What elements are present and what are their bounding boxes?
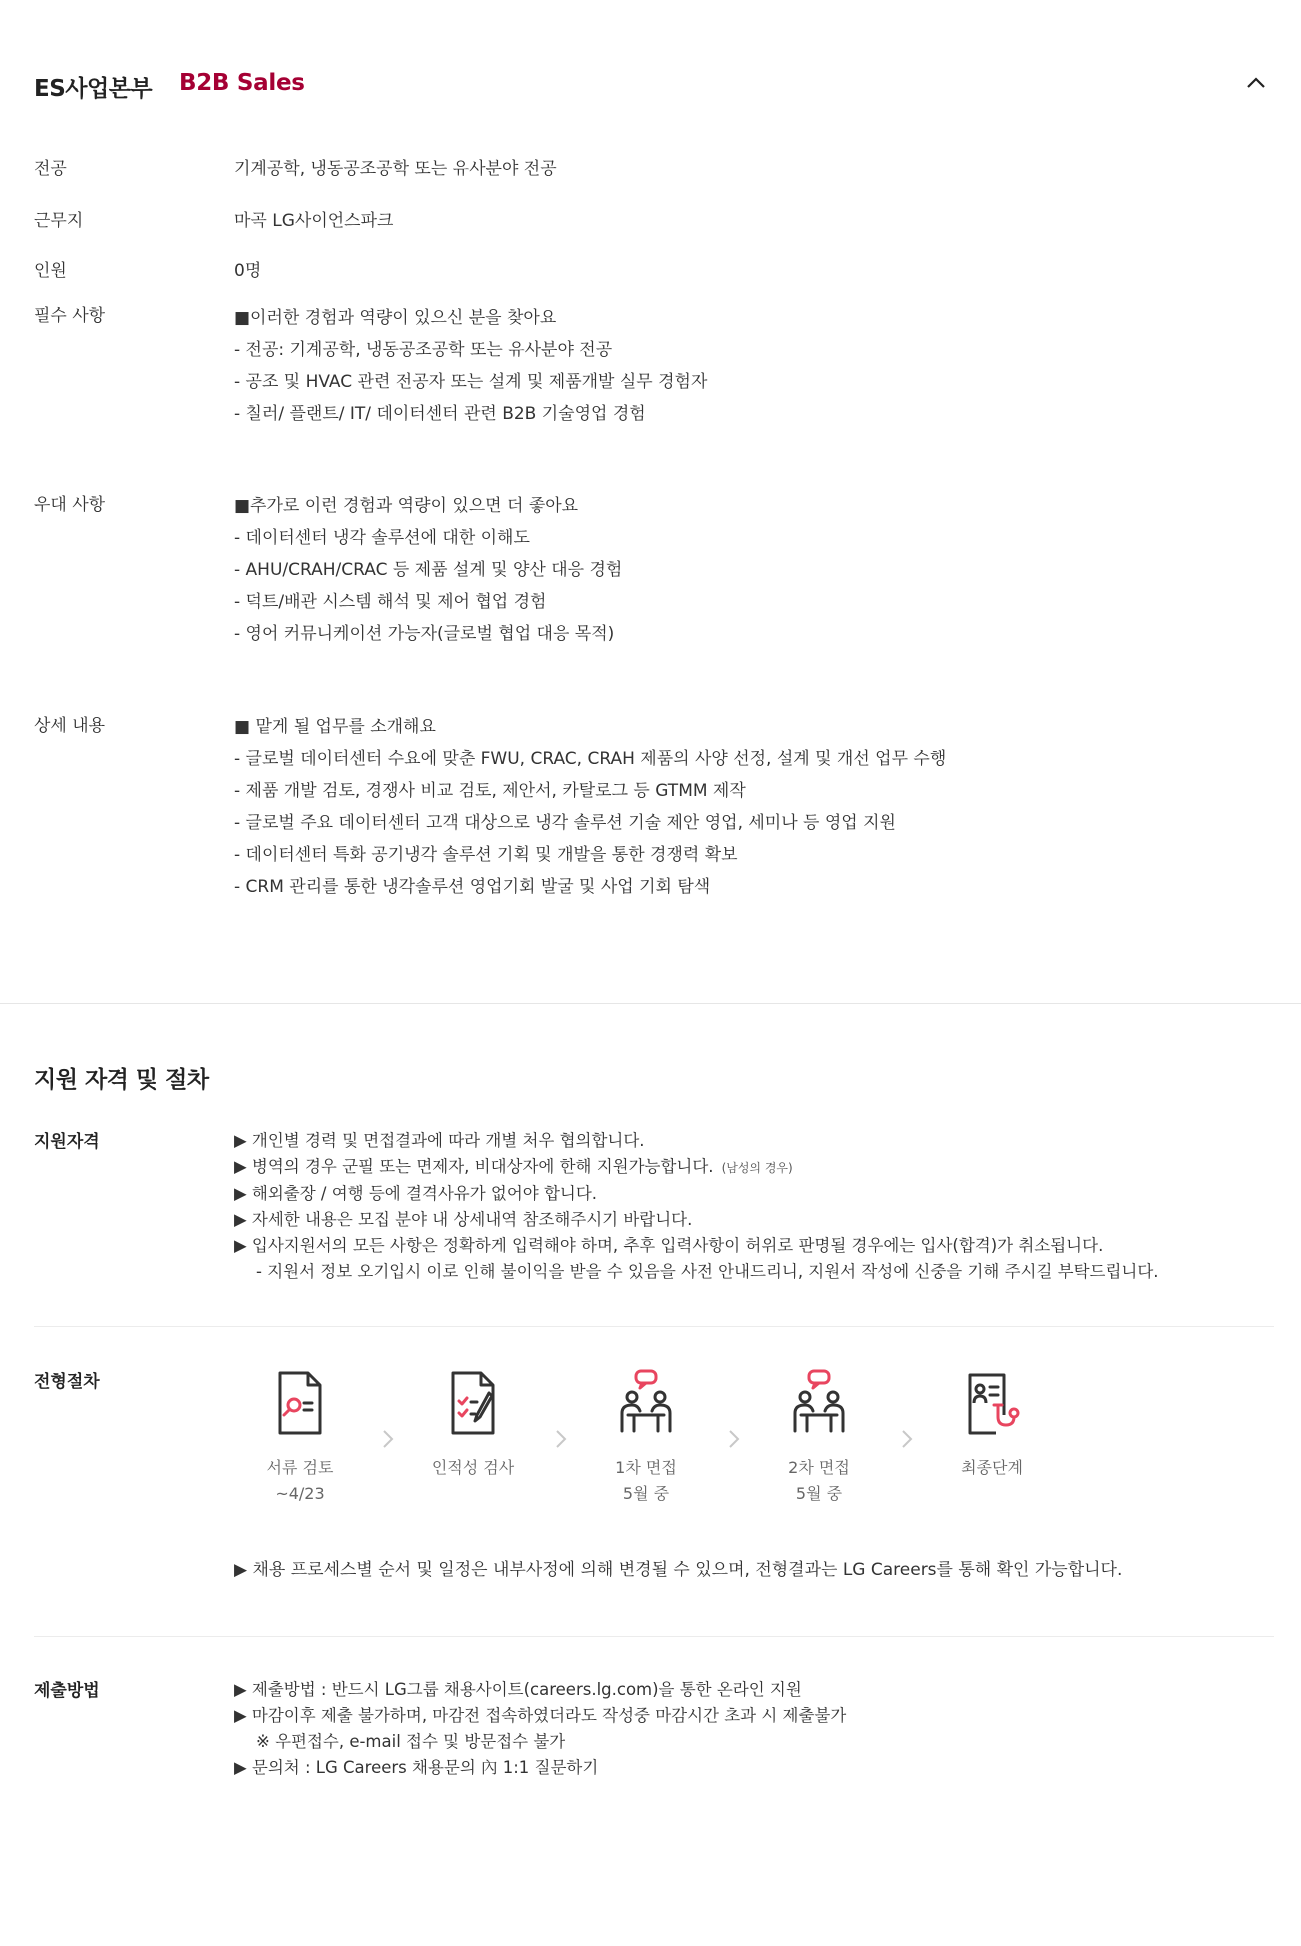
step-date: 5월 중 bbox=[622, 1484, 670, 1503]
location-value: 마곡 LG사이언스파크 bbox=[234, 211, 394, 231]
process-step bbox=[240, 1369, 360, 1507]
major-value: 기계공학, 냉동공조공학 또는 유사분야 전공 bbox=[234, 159, 557, 179]
list-item: ■추가로 이런 경험과 역량이 있으면 더 좋아요 bbox=[234, 496, 579, 516]
list-item: ▶ 개인별 경력 및 면접결과에 따라 개별 처우 협의합니다. bbox=[234, 1131, 645, 1150]
detail-list bbox=[234, 711, 946, 903]
submit-label: 제출방법 bbox=[34, 1681, 100, 1701]
list-item: - 데이터센터 특화 공기냉각 솔루션 기획 및 개발을 통한 경쟁력 확보 bbox=[234, 845, 738, 865]
step-name: 2차 면접 bbox=[788, 1458, 850, 1477]
headcount-label: 인원 bbox=[34, 261, 67, 281]
section-divider bbox=[0, 1003, 1301, 1004]
step-name: 최종단계 bbox=[961, 1458, 1023, 1477]
process-step bbox=[413, 1369, 533, 1481]
list-item: - 글로벌 주요 데이터센터 고객 대상으로 냉각 솔루션 기술 제안 영업, 세미나 등 영업 지원 bbox=[234, 813, 896, 833]
process-steps bbox=[240, 1369, 1040, 1509]
step-name: 인적성 검사 bbox=[431, 1458, 515, 1477]
row-divider bbox=[34, 1636, 1274, 1637]
list-item: - 칠러/ 플랜트/ IT/ 데이터센터 관련 B2B 기술영업 경험 bbox=[234, 404, 646, 424]
list-item: - 제품 개발 검토, 경쟁사 비교 검토, 제안서, 카탈로그 등 GTMM 제작 bbox=[234, 781, 746, 801]
collapse-button[interactable] bbox=[1238, 66, 1274, 102]
medical-checkup-icon bbox=[960, 1369, 1024, 1439]
major-label: 전공 bbox=[34, 159, 67, 179]
list-item: - 공조 및 HVAC 관련 전공자 또는 설계 및 제품개발 실무 경험자 bbox=[234, 372, 708, 392]
section-title: 지원 자격 및 절차 bbox=[34, 1067, 209, 1093]
required-list bbox=[234, 302, 707, 430]
list-item: - 전공: 기계공학, 냉동공조공학 또는 유사분야 전공 bbox=[234, 340, 613, 360]
list-item: - 덕트/배관 시스템 해석 및 제어 협업 경험 bbox=[234, 592, 547, 612]
list-item: ▶ 입사지원서의 모든 사항은 정확하게 입력해야 하며, 추후 입력사항이 허위로 판명될 경우에는 입사(합격)가 취소됩니다. bbox=[234, 1236, 1104, 1255]
list-item: - 지원서 정보 오기입시 이로 인해 불이익을 받을 수 있음을 사전 안내드리니, 지원서 작성에 신중을 기해 주시길 부탁드립니다. bbox=[256, 1262, 1159, 1281]
location-label: 근무지 bbox=[34, 211, 84, 231]
detail-label: 상세 내용 bbox=[34, 716, 106, 736]
step-date: ~4/23 bbox=[275, 1484, 325, 1503]
list-item: ■ 맡게 될 업무를 소개해요 bbox=[234, 717, 436, 737]
chevron-up-icon bbox=[1238, 66, 1274, 102]
submit-list bbox=[234, 1677, 846, 1781]
row-divider bbox=[34, 1326, 1274, 1327]
document-check-icon bbox=[441, 1369, 505, 1439]
list-item: - 글로벌 데이터센터 수요에 맞춘 FWU, CRAC, CRAH 제품의 사양 선정, 설계 및 개선 업무 수행 bbox=[234, 749, 947, 769]
process-label: 전형절차 bbox=[34, 1372, 100, 1392]
list-item: ▶ 해외출장 / 여행 등에 결격사유가 없어야 합니다. bbox=[234, 1184, 598, 1203]
list-item: ▶ 제출방법 : 반드시 LG그룹 채용사이트(careers.lg.com)을 통한 온라인 지원 bbox=[234, 1680, 802, 1699]
list-item bbox=[234, 1154, 1159, 1181]
document-search-icon bbox=[268, 1369, 332, 1439]
job-title: B2B Sales bbox=[179, 70, 305, 96]
process-notice: ▶ 채용 프로세스별 순서 및 일정은 내부사정에 의해 변경될 수 있으며, 전형결과는 LG Careers를 통해 확인 가능합니다. bbox=[234, 1560, 1123, 1580]
list-item: ■이러한 경험과 역량이 있으신 분을 찾아요 bbox=[234, 308, 557, 328]
step-name: 1차 면접 bbox=[615, 1458, 677, 1477]
preferred-list bbox=[234, 490, 622, 650]
qualification-list bbox=[234, 1128, 1159, 1285]
preferred-label: 우대 사항 bbox=[34, 495, 106, 515]
chevron-right-icon bbox=[376, 1427, 400, 1451]
job-header bbox=[34, 70, 1274, 106]
list-item: ※ 우편접수, e-mail 접수 및 방문접수 불가 bbox=[256, 1732, 566, 1751]
interview-icon bbox=[614, 1369, 678, 1439]
list-item: ▶ 자세한 내용은 모집 분야 내 상세내역 참조해주시기 바랍니다. bbox=[234, 1210, 693, 1229]
military-note: (남성의 경우) bbox=[721, 1161, 793, 1175]
interview-icon bbox=[787, 1369, 851, 1439]
department-name: ES사업본부 bbox=[34, 76, 153, 102]
list-item: - 데이터센터 냉각 솔루션에 대한 이해도 bbox=[234, 528, 530, 548]
step-date: 5월 중 bbox=[795, 1484, 843, 1503]
chevron-right-icon bbox=[722, 1427, 746, 1451]
step-name: 서류 검토 bbox=[266, 1458, 334, 1477]
required-label: 필수 사항 bbox=[34, 306, 106, 326]
list-item: ▶ 문의처 : LG Careers 채용문의 內 1:1 질문하기 bbox=[234, 1758, 599, 1777]
process-step bbox=[586, 1369, 706, 1507]
headcount-value: 0명 bbox=[234, 261, 262, 281]
list-item: - AHU/CRAH/CRAC 등 제품 설계 및 양산 대응 경험 bbox=[234, 560, 623, 580]
list-item-text: ▶ 병역의 경우 군필 또는 면제자, 비대상자에 한해 지원가능합니다. bbox=[234, 1157, 714, 1176]
list-item: ▶ 마감이후 제출 불가하며, 마감전 접속하였더라도 작성중 마감시간 초과 시 제출불가 bbox=[234, 1706, 847, 1725]
process-step bbox=[759, 1369, 879, 1507]
qualification-label: 지원자격 bbox=[34, 1132, 100, 1152]
process-step bbox=[932, 1369, 1052, 1481]
chevron-right-icon bbox=[895, 1427, 919, 1451]
list-item: - CRM 관리를 통한 냉각솔루션 영업기회 발굴 및 사업 기회 탐색 bbox=[234, 877, 711, 897]
list-item: - 영어 커뮤니케이션 가능자(글로벌 협업 대응 목적) bbox=[234, 624, 615, 644]
chevron-right-icon bbox=[549, 1427, 573, 1451]
